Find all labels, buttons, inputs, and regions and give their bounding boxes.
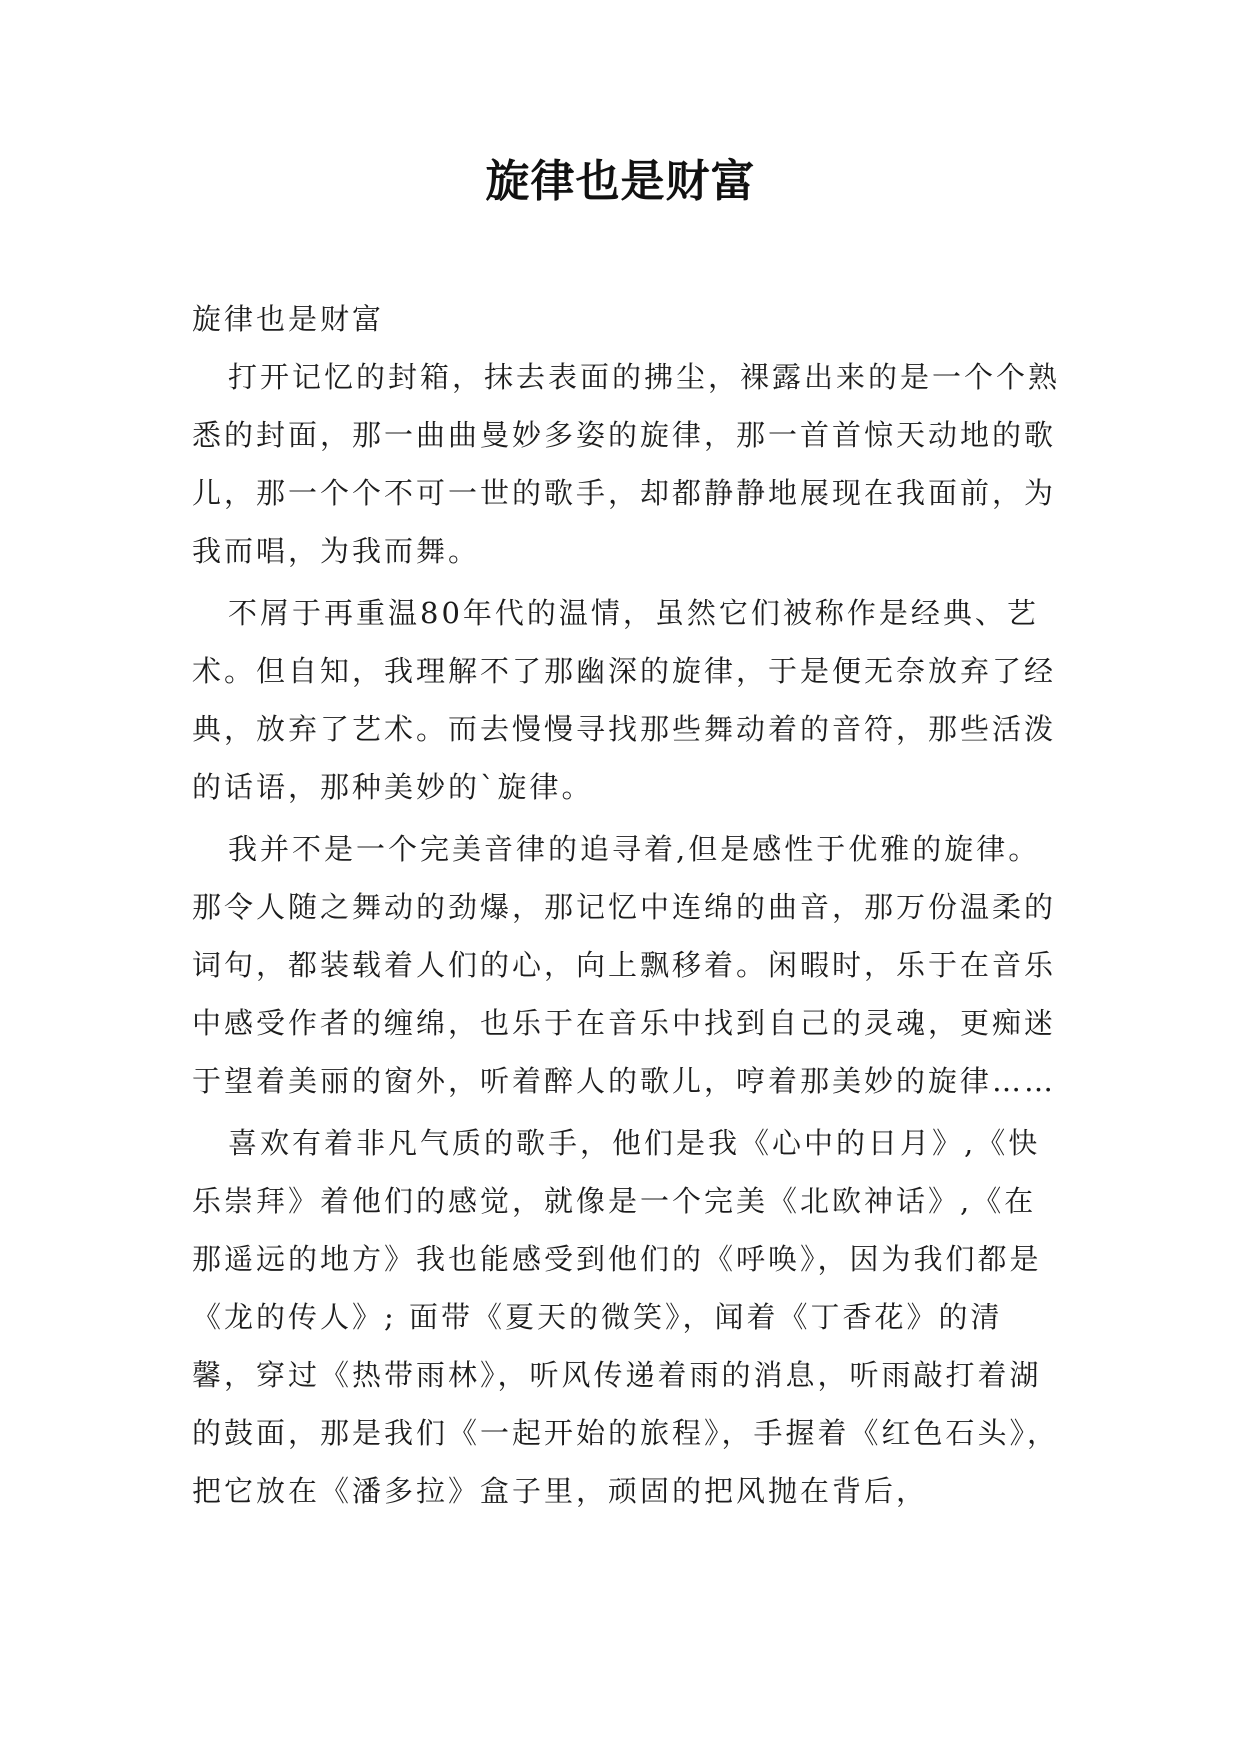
paragraph-4: 喜欢有着非凡气质的歌手，他们是我《心中的日月》,《快乐崇拜》着他们的感觉，就像是一个完美《北欧神话》,《在那遥远的地方》我也能感受到他们的《呼唤》，因为我们都是《龙的传人》; 面带《夏天的微笑》，闻着《丁香花》的清馨，穿过《热带雨林》，听风传递着雨的消息，听雨敲打着湖的鼓面，那是我们《一起开始的旅程》，手握着《红色石头》，把它放在《潘多拉》盒子里，顽固的把风抛在背后， — [192, 1126, 1060, 1508]
paragraph-3: 我并不是一个完美音律的追寻着,但是感性于优雅的旋律。那令人随之舞动的劲爆，那记忆中连绵的曲音，那万份温柔的词句，都装载着人们的心，向上飘移着。闲暇时，乐于在音乐中感受作者的缠绵，也乐于在音乐中找到自己的灵魂，更痴迷于望着美丽的窗外，听着醉人的歌儿，哼着那美妙的旋律…… — [192, 832, 1057, 1098]
document-body — [192, 290, 1062, 1520]
paragraph-2: 不屑于再重温80年代的温情，虽然它们被称作是经典、艺术。但自知，我理解不了那幽深的旋律，于是便无奈放弃了经典，放弃了艺术。而去慢慢寻找那些舞动着的音符，那些活泼的话语，那种美妙的`旋律。 — [192, 596, 1057, 804]
document-title: 旋律也是财富 — [485, 156, 756, 207]
paragraph-1: 打开记忆的封箱，抹去表面的拂尘，裸露出来的是一个个熟悉的封面，那一曲曲曼妙多姿的旋律，那一首首惊天动地的歌儿，那一个个不可一世的歌手，却都静静地展现在我面前，为我而唱，为我而舞。 — [192, 360, 1061, 568]
document-subtitle: 旋律也是财富 — [192, 302, 385, 336]
